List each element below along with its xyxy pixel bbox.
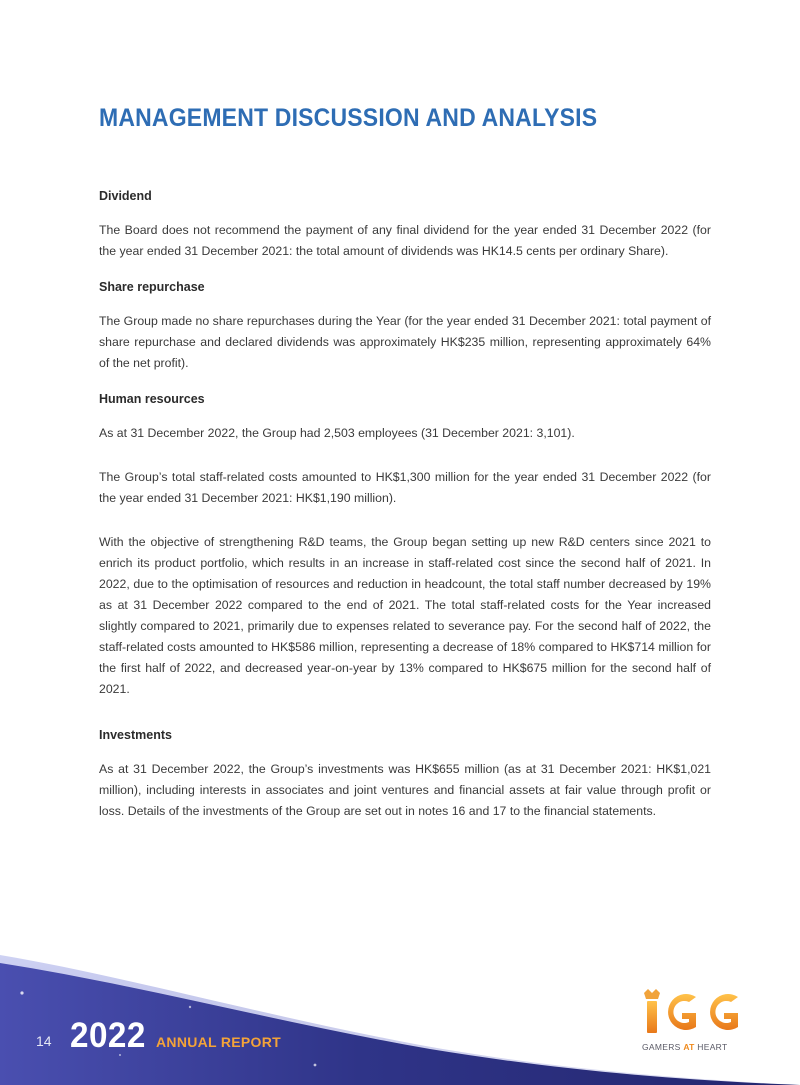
igg-logo xyxy=(634,987,744,1057)
section-investments xyxy=(99,725,711,822)
tagline-accent: AT xyxy=(683,1042,695,1052)
paragraph: With the objective of strengthening R&D teams, the Group began setting up new R&D centers since 2021 to enrich its product portfolio, which results in an increase in staff-related cost since the second half of 2021. In 2022, due to the optimisation of resources and reduction in headcount, the total staff number decreased by 19% as at 31 December 2022 compared to the end of 2021. The total staff-related costs for the Year increased slightly compared to 2021, primarily due to expenses related to severance pay. For the second half of 2022, the staff-related costs amounted to HK$586 million, representing a decrease of 18% compared to HK$714 million for the first half of 2022, and decreased year-on-year by 13% compared to HK$675 million for the second half of 2021. xyxy=(99,535,711,696)
section-human-resources xyxy=(99,389,711,700)
section-heading: Share repurchase xyxy=(99,280,205,294)
paragraph: As at 31 December 2022, the Group’s investments was HK$655 million (as at 31 December 2021: HK$1,021 million), including interests in associates and joint ventures and financial assets at fair value through profit or loss. Details of the investments of the Group are set out in notes 16 and 17 to the financial statements. xyxy=(99,762,711,818)
igg-logo-mark xyxy=(638,987,742,1035)
tagline-text: HEART xyxy=(694,1042,728,1052)
paragraph: The Group’s total staff-related costs amounted to HK$1,300 million for the year ended 31 December 2022 (for the year ended 31 December 2021: HK$1,190 million). xyxy=(99,470,711,505)
section-heading: Dividend xyxy=(99,189,152,203)
tagline-text: GAMERS xyxy=(642,1042,684,1052)
paragraph: The Board does not recommend the payment of any final dividend for the year ended 31 December 2022 (for the year ended 31 December 2021: the total amount of dividends was HK14.5 cents per ordinary Share). xyxy=(99,223,711,258)
logo-tagline xyxy=(642,1042,727,1052)
section-share-repurchase xyxy=(99,277,711,374)
paragraph: As at 31 December 2022, the Group had 2,503 employees (31 December 2021: 3,101). xyxy=(99,426,575,440)
annual-report-label: ANNUAL REPORT xyxy=(156,1034,281,1050)
section-dividend xyxy=(99,186,711,262)
document-body xyxy=(99,186,711,837)
report-year: 2022 xyxy=(70,1016,146,1055)
page-title: MANAGEMENT DISCUSSION AND ANALYSIS xyxy=(99,104,598,132)
paragraph: The Group made no share repurchases during the Year (for the year ended 31 December 2021: total payment of share repurchase and declared dividends was approximately HK$235 million, representing approximately 64% of the net profit). xyxy=(99,314,711,370)
section-heading: Investments xyxy=(99,728,172,742)
page-number: 14 xyxy=(36,1033,52,1049)
section-heading: Human resources xyxy=(99,392,205,406)
